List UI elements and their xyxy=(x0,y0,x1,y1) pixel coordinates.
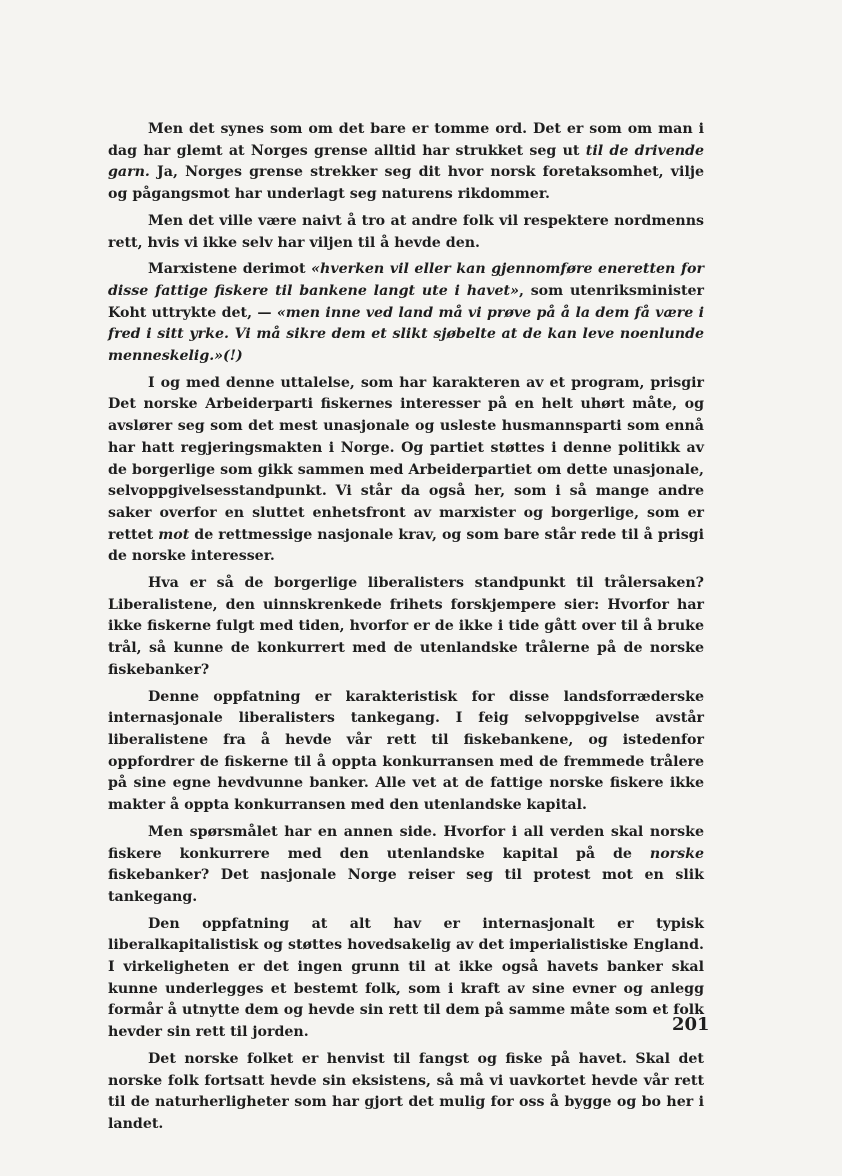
italic-text: mot xyxy=(158,526,190,543)
paragraph xyxy=(108,573,704,682)
text-run: Hva er så de borgerlige liberalisters standpunkt til trålersaken? Liberalistene, den uinnskrenkede frihets forskjempere sier: Hvorfor har ikke fiskerne fulgt med tiden, hvorfor er de ikke i tide gått over til å bruke trål, så kunne de konkurrert med de utenlandske trålerne på de norske fiskebanker? xyxy=(108,575,704,678)
italic-text: til de drivende garn. xyxy=(108,142,704,181)
text-run: Marxistene derimot xyxy=(148,261,312,278)
text-run: Men spørsmålet har en annen side. Hvorfor i all verden skal norske fiskere konkurrere med den utenlandske kapital på de xyxy=(108,823,704,862)
page-number: 201 xyxy=(672,1014,710,1035)
text-run: Den oppfatning at alt hav er internasjonalt er typisk liberalkapitalistisk og støttes hovedsakelig av det imperialistiske England. I virkeligheten er det ingen grunn til at ikke også havets banker skal kunne underlegges et bestemt folk, som i kraft av sine evner og anlegg formår å utnytte dem og hevde sin rett til dem på samme måte som et folk hevder sin rett til jorden. xyxy=(108,915,704,1041)
text-run: I og med denne uttalelse, som har karakteren av et program, prisgir Det norske Arbeiderparti fiskernes interesser på en helt uhørt måte, og avslører seg som det mest unasjonale og usleste husmannsparti som ennå har hatt regjeringsmakten i Norge. Og partiet støttes i denne politikk av de borgerlige som gikk sammen med Arbeiderpartiet om dette unasjonale, selvoppgivelsesstandpunkt. Vi står da også her, som i så mange andre saker overfor en sluttet enhetsfront av marxister og borgerlige, som er rettet xyxy=(108,374,704,543)
text-run: Ja, Norges grense strekker seg dit hvor norsk foretaksomhet, vilje og pågangsmot har underlagt seg naturens rikdommer. xyxy=(108,164,704,203)
text-run: Denne oppfatning er karakteristisk for disse landsforræderske internasjonale liberalisters tankegang. I feig selvoppgivelse avstår liberalistene fra å hevde vår rett til fiskebankene, og istedenfor oppfordrer de fiskerne til å oppta konkurransen med de fremmede trålere på sine egne hevdvunne banker. Alle vet at de fattige norske fiskere ikke makter å oppta konkurransen med den utenlandske kapital. xyxy=(108,688,704,814)
text-run: fiskebanker? Det nasjonale Norge reiser seg til protest mot en slik tankegang. xyxy=(108,867,704,905)
paragraph xyxy=(108,822,704,909)
italic-text: «hverken vil eller kan gjennomføre eneretten for disse fattige fiskere til bankene langt ute i havet» xyxy=(108,261,704,299)
body-text xyxy=(108,119,704,1141)
paragraph xyxy=(108,211,704,254)
paragraph xyxy=(108,259,704,368)
text-run: Det norske folket er henvist til fangst og fiske på havet. Skal det norske folk fortsatt hevde sin eksistens, så må vi uavkortet hevde vår rett til de naturherligheter som har gjort det mulig for oss å bygge og bo her i landet. xyxy=(108,1050,704,1132)
paragraph xyxy=(108,1049,704,1136)
text-run: Men det synes som om det bare er tomme ord. Det er som om man i dag har glemt at Norges grense alltid har strukket seg ut xyxy=(108,121,704,159)
text-run: Men det ville være naivt å tro at andre folk vil respektere nordmenns rett, hvis vi ikke selv har viljen til å hevde den. xyxy=(108,212,704,251)
paragraph xyxy=(108,119,704,206)
italic-text: «men inne ved land må vi prøve på å la dem få være i fred i sitt yrke. Vi må sikre dem et slikt sjøbelte at de kan leve noenlunde menneskelig.»(!) xyxy=(108,304,704,365)
text-run: de rettmessige nasjonale krav, og som bare står rede til å prisgi de norske interesser. xyxy=(108,526,704,565)
paragraph xyxy=(108,373,704,568)
text-run: , som utenriksminister Koht uttrykte det, — xyxy=(108,282,704,321)
paragraph xyxy=(108,914,704,1044)
paragraph xyxy=(108,687,704,817)
italic-text: norske xyxy=(649,845,704,862)
